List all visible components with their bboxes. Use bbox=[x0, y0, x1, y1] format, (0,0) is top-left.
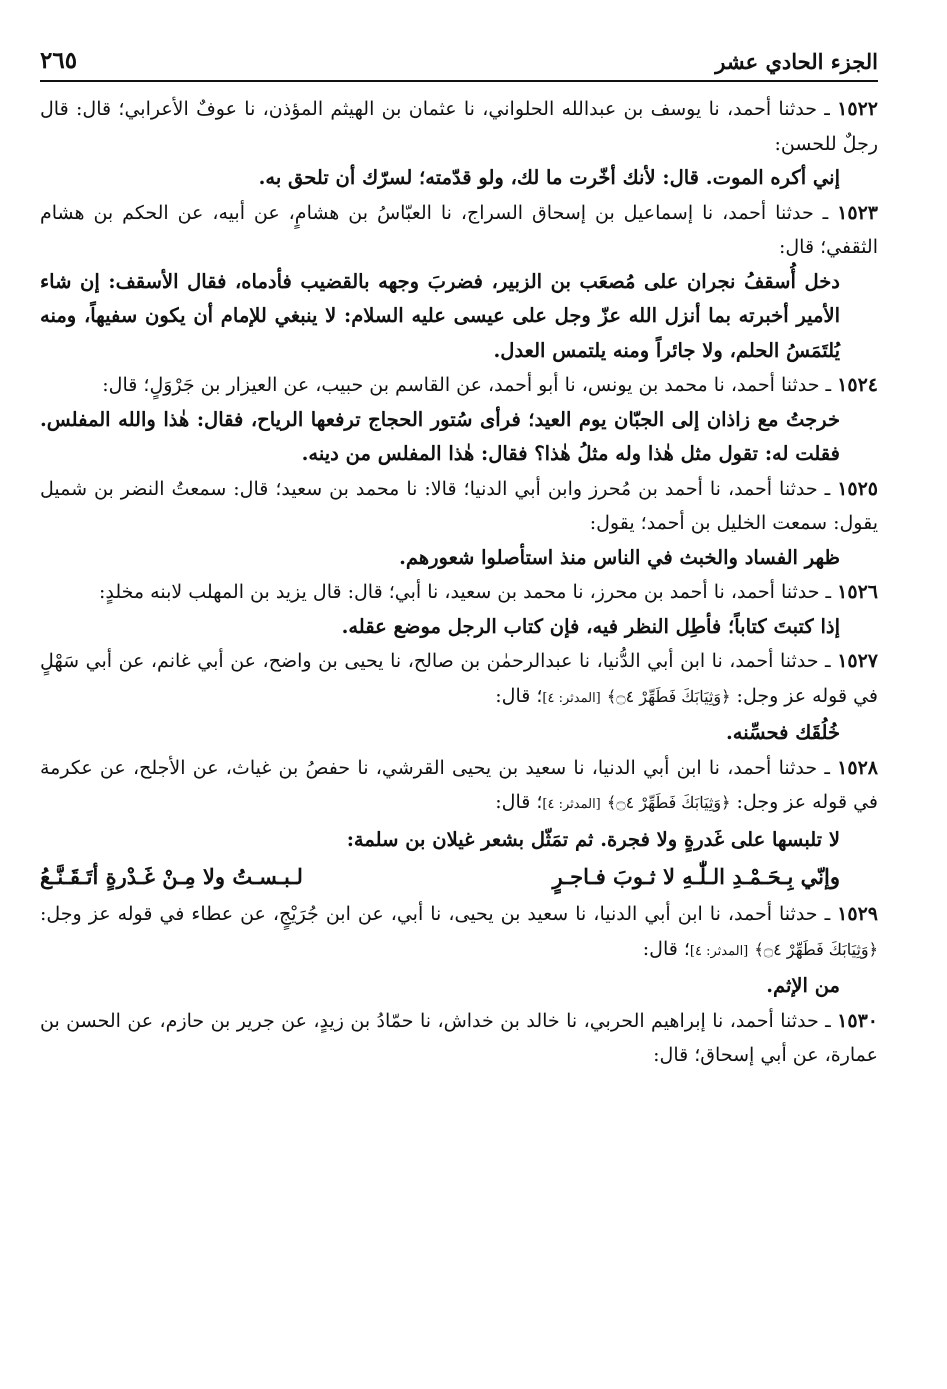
hadith-number: ١٥٣٠ bbox=[837, 1009, 878, 1032]
saying-1528: لا تلبسها على غَدرةٍ ولا فجرة. ثم تمَثّل بشعر غيلان بن سلمة: bbox=[346, 827, 840, 851]
poetry-verse bbox=[40, 857, 878, 897]
narration-1523 bbox=[40, 196, 878, 265]
hadith-number: ١٥٢٥ bbox=[837, 477, 879, 500]
hadith-number: ١٥٢٦ bbox=[837, 581, 878, 603]
verse-first-hemistich: وإنّي بِـحَـمْـدِ الـلّٰـهِ لا ثـوبَ فـاجـرٍ bbox=[552, 864, 840, 889]
quran-reference: [المدثر: ٤] bbox=[689, 943, 749, 959]
isnad: ـ حدثنا أحمد، نا ابن أبي الدُّنيا، نا عبدالرحمٰن بن صالح، نا يحيى بن واضح، عن أبي غانم، عن أبي سَهْلٍ في قوله عز وجل: bbox=[40, 650, 878, 707]
isnad: ـ حدثنا أحمد، نا ابن أبي الدنيا، نا سعيد بن يحيى، نا أبي، عن ابن جُرَيْجٍ، عن عطاء في قوله عز وجل: bbox=[40, 903, 831, 925]
saying-1525: ظهر الفساد والخبث في الناس منذ استأصلوا شعورهم. bbox=[399, 545, 840, 569]
hadith-number: ١٥٢٣ bbox=[837, 201, 878, 224]
isnad: ـ حدثنا أحمد، نا إبراهيم الحربي، نا خالد بن خداش، نا حمّادُ بن زيدٍ، عن جرير بن حازم، عن الحسن بن عمارة، عن أبي إسحاق؛ قال: bbox=[40, 1009, 878, 1066]
book-page bbox=[40, 30, 878, 1370]
isnad: ـ حدثنا أحمد، نا يوسف بن عبدالله الحلواني، نا عثمان بن الهيثم المؤذن، نا عوفٌ الأعرابي؛ قال: قال رجلٌ للحسن: bbox=[40, 98, 878, 155]
narration-1525 bbox=[40, 472, 878, 541]
saying-1529: من الإثم. bbox=[766, 974, 840, 997]
running-title: الجزء الحادي عشر bbox=[715, 49, 878, 74]
isnad: ـ حدثنا أحمد، نا أحمد بن محرز، نا محمد بن سعيد، نا أبي؛ قال: قال يزيد بن المهلب لابنه مخلدٍ: bbox=[99, 581, 832, 603]
isnad-end: ؛ قال: bbox=[642, 937, 690, 960]
page-number: ٢٦٥ bbox=[40, 47, 78, 74]
saying-1527: خُلُقَك فحسِّنه. bbox=[725, 721, 840, 744]
page-body bbox=[40, 92, 878, 1073]
saying-1522: إني أكره الموت. قال: لأنك أخّرت ما لك، ولو قدّمته؛ لسرّك أن تلحق به. bbox=[258, 166, 840, 189]
saying-1524: خرجتُ مع زاذان إلى الجبّان يوم العيد؛ فرأى سُتور الحجاج ترفعها الرياح، فقال: هٰذا والله المفلس. فقلت له: تقول مثل هٰذا وله مثلُ هٰذا؟ فقال: هٰذا المفلس من دينه. bbox=[40, 407, 840, 465]
isnad: ـ حدثنا أحمد، نا إسماعيل بن إسحاق السراج، نا العبّاسُ بن هشامٍ، عن أبيه، عن الحكم بن هشام الثقفي؛ قال: bbox=[40, 201, 878, 258]
hadith-number: ١٥٢٤ bbox=[837, 374, 878, 396]
isnad-end: ؛ قال: bbox=[495, 791, 543, 813]
running-header bbox=[40, 30, 878, 82]
narration-1530 bbox=[40, 1004, 878, 1073]
narration-1528 bbox=[40, 751, 878, 823]
quran-reference: [المدثر: ٤] bbox=[542, 797, 601, 812]
isnad: ـ حدثنا أحمد، نا ابن أبي الدنيا، نا سعيد بن يحيى القرشي، نا حفصُ بن غياث، عن الأجلح، عن عكرمة في قوله عز وجل: bbox=[40, 756, 878, 813]
quran-reference: [المدثر: ٤] bbox=[542, 690, 601, 706]
hadith-number: ١٥٢٩ bbox=[837, 903, 878, 925]
hadith-number: ١٥٢٢ bbox=[837, 98, 878, 120]
quran-verse: ﴿وَثِيَابَكَ فَطَهِّرْ ۝٤﴾ bbox=[606, 793, 731, 812]
narration-1522 bbox=[40, 92, 878, 161]
saying-1526: إذا كتبتَ كتاباً؛ فأطِل النظر فيه، فإن كتاب الرجل موضع عقله. bbox=[341, 614, 840, 638]
isnad: ـ حدثنا أحمد، نا محمد بن يونس، نا أبو أحمد، عن القاسم بن حبيب، عن العيزار بن جَرْوَلٍ؛ قال: bbox=[102, 374, 832, 396]
hadith-number: ١٥٢٧ bbox=[837, 650, 879, 672]
quran-verse: ﴿وَثِيَابَكَ فَطَهِّرْ ۝٤﴾ bbox=[606, 686, 731, 706]
narration-1526 bbox=[40, 575, 878, 610]
hadith-number: ١٥٢٨ bbox=[837, 756, 878, 779]
saying-1523: دخل أُسقفُ نجران على مُصعَب بن الزبير، فضربَ وجهه بالقضيب فأدماه، فقال الأسقف: إن شاء الأمير أخبرته بما أنزل الله عزّ وجل على عيسى عليه السلام: لا ينبغي للإمام أن يكون سفيهاً، ومنه يُلتَمَسُ الحلم، ولا جائراً ومنه يلتمس العدل. bbox=[40, 269, 840, 362]
isnad-end: ؛ قال: bbox=[495, 684, 543, 707]
isnad: ـ حدثنا أحمد، نا أحمد بن مُحرز وابن أبي الدنيا؛ قالا: نا محمد بن سعيد؛ قال: سمعتُ النضر بن شميل يقول: سمعت الخليل بن أحمد؛ يقول: bbox=[40, 477, 878, 534]
narration-1527 bbox=[40, 644, 878, 716]
narration-1529 bbox=[40, 897, 878, 969]
verse-second-hemistich: لـبـسـتُ ولا مِـنْ غَـدْرةٍ أتَـقَـنَّـعُ bbox=[40, 864, 303, 889]
narration-1524 bbox=[40, 368, 878, 403]
quran-verse: ﴿وَثِيَابَكَ فَطَهِّرْ ۝٤﴾ bbox=[754, 939, 878, 959]
